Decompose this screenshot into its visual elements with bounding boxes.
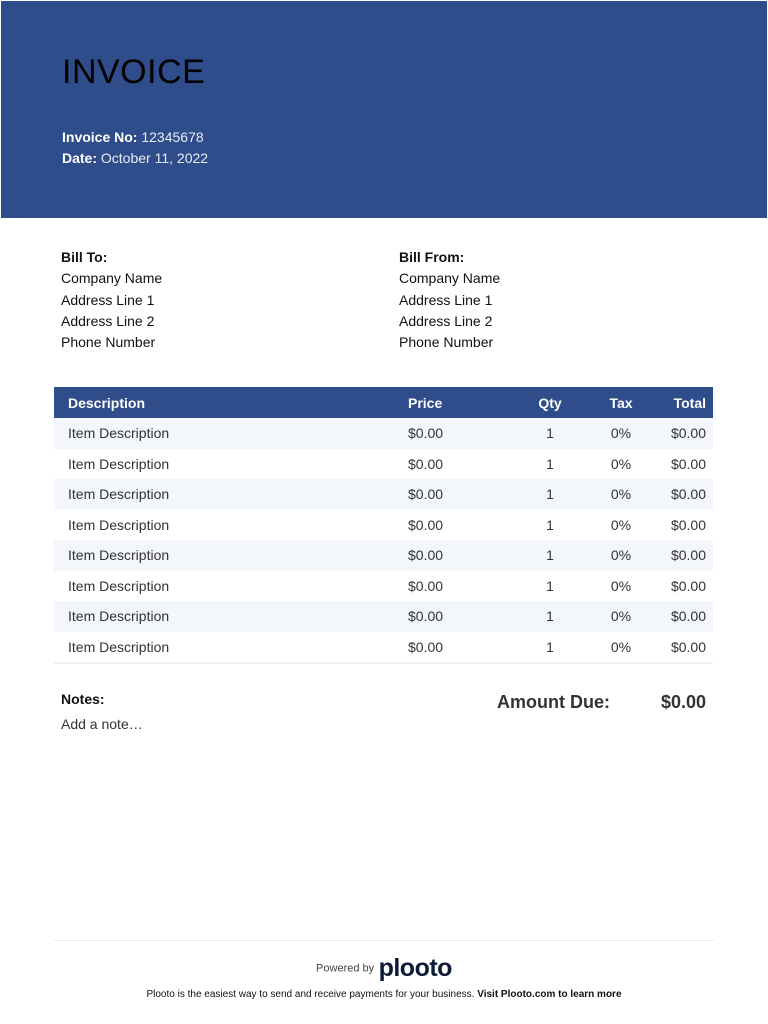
table-row	[54, 449, 713, 480]
header-tax: Tax	[592, 387, 650, 418]
cell-description: Item Description	[54, 601, 408, 632]
cell-tax: 0%	[592, 540, 650, 571]
cell-tax: 0%	[592, 418, 650, 449]
notes-label: Notes:	[61, 691, 105, 707]
table-row	[54, 632, 713, 664]
table-row	[54, 571, 713, 602]
cell-tax: 0%	[610, 577, 632, 594]
invoice-header	[1, 1, 767, 218]
cell-price: $0.00	[408, 577, 444, 594]
bill-to-address-1: Address Line 1	[61, 291, 155, 308]
cell-total: $0.00	[650, 418, 713, 449]
table-header-row	[54, 387, 713, 418]
invoice-date-label: Date:	[62, 150, 98, 166]
cell-total: $0.00	[650, 632, 713, 664]
invoice-number-label: Invoice No:	[62, 129, 138, 145]
cell-description: Item Description	[54, 632, 408, 664]
cell-qty: 1	[546, 455, 554, 472]
bill-to-title: Bill To:	[61, 249, 108, 265]
header-total: Total	[650, 387, 713, 418]
invoice-number	[62, 129, 204, 145]
visit-plooto-link[interactable]: Visit Plooto.com to learn more	[477, 989, 622, 1000]
table-row	[54, 510, 713, 541]
cell-description: Item Description	[54, 418, 408, 449]
cell-tax: 0%	[592, 601, 650, 632]
footer-divider	[54, 940, 714, 941]
footer-tagline	[0, 989, 768, 1000]
table-row	[54, 540, 713, 571]
cell-tax: 0%	[592, 479, 650, 510]
cell-qty: 1	[508, 418, 592, 449]
cell-price: $0.00	[408, 455, 444, 472]
bill-to-phone: Phone Number	[61, 334, 156, 351]
bill-from-block	[399, 247, 500, 353]
tagline-text: Plooto is the easiest way to send and receive payments for your business.	[146, 989, 475, 1000]
table-row	[54, 479, 713, 510]
amount-due-value: $0.00	[660, 692, 706, 712]
bill-from-title: Bill From:	[399, 249, 465, 265]
bill-to-address-2: Address Line 2	[61, 312, 155, 329]
powered-by-text: Powered by	[316, 962, 375, 975]
cell-price: $0.00	[408, 418, 508, 449]
cell-description: Item Description	[68, 516, 170, 533]
header-qty: Qty	[508, 387, 592, 418]
cell-price: $0.00	[408, 601, 508, 632]
plooto-logo: plooto	[378, 954, 452, 982]
cell-qty: 1	[508, 601, 592, 632]
cell-price: $0.00	[408, 632, 508, 664]
line-items-table	[54, 387, 713, 664]
cell-qty: 1	[508, 540, 592, 571]
cell-tax: 0%	[592, 632, 650, 664]
cell-description: Item Description	[54, 479, 408, 510]
cell-description: Item Description	[68, 577, 170, 594]
cell-description: Item Description	[54, 540, 408, 571]
cell-tax: 0%	[610, 455, 632, 472]
cell-total: $0.00	[670, 577, 706, 594]
cell-qty: 1	[546, 516, 554, 533]
bill-from-company: Company Name	[399, 270, 501, 287]
table-row	[54, 601, 713, 632]
cell-qty: 1	[546, 577, 554, 594]
table-row	[54, 418, 713, 449]
cell-total: $0.00	[650, 601, 713, 632]
cell-tax: 0%	[610, 516, 632, 533]
cell-description: Item Description	[68, 455, 170, 472]
powered-by-plooto[interactable]	[0, 954, 768, 983]
cell-price: $0.00	[408, 479, 508, 510]
bill-to-company: Company Name	[61, 270, 163, 287]
bill-from-phone: Phone Number	[399, 334, 494, 351]
cell-total: $0.00	[650, 540, 713, 571]
bill-to-block	[61, 247, 162, 353]
cell-total: $0.00	[670, 455, 706, 472]
header-description: Description	[54, 387, 408, 418]
cell-total: $0.00	[670, 516, 706, 533]
invoice-number-value: 12345678	[141, 129, 204, 145]
amount-due-label: Amount Due:	[497, 692, 610, 712]
bill-from-address-2: Address Line 2	[399, 312, 493, 329]
bill-from-address-1: Address Line 1	[399, 291, 493, 308]
cell-qty: 1	[508, 632, 592, 664]
cell-price: $0.00	[408, 516, 444, 533]
invoice-title: INVOICE	[62, 53, 206, 91]
cell-price: $0.00	[408, 540, 508, 571]
invoice-date-value: October 11, 2022	[100, 150, 209, 166]
cell-qty: 1	[508, 479, 592, 510]
cell-total: $0.00	[650, 479, 713, 510]
header-price: Price	[408, 387, 508, 418]
invoice-date	[62, 150, 208, 166]
notes-text[interactable]: Add a note…	[61, 716, 143, 732]
